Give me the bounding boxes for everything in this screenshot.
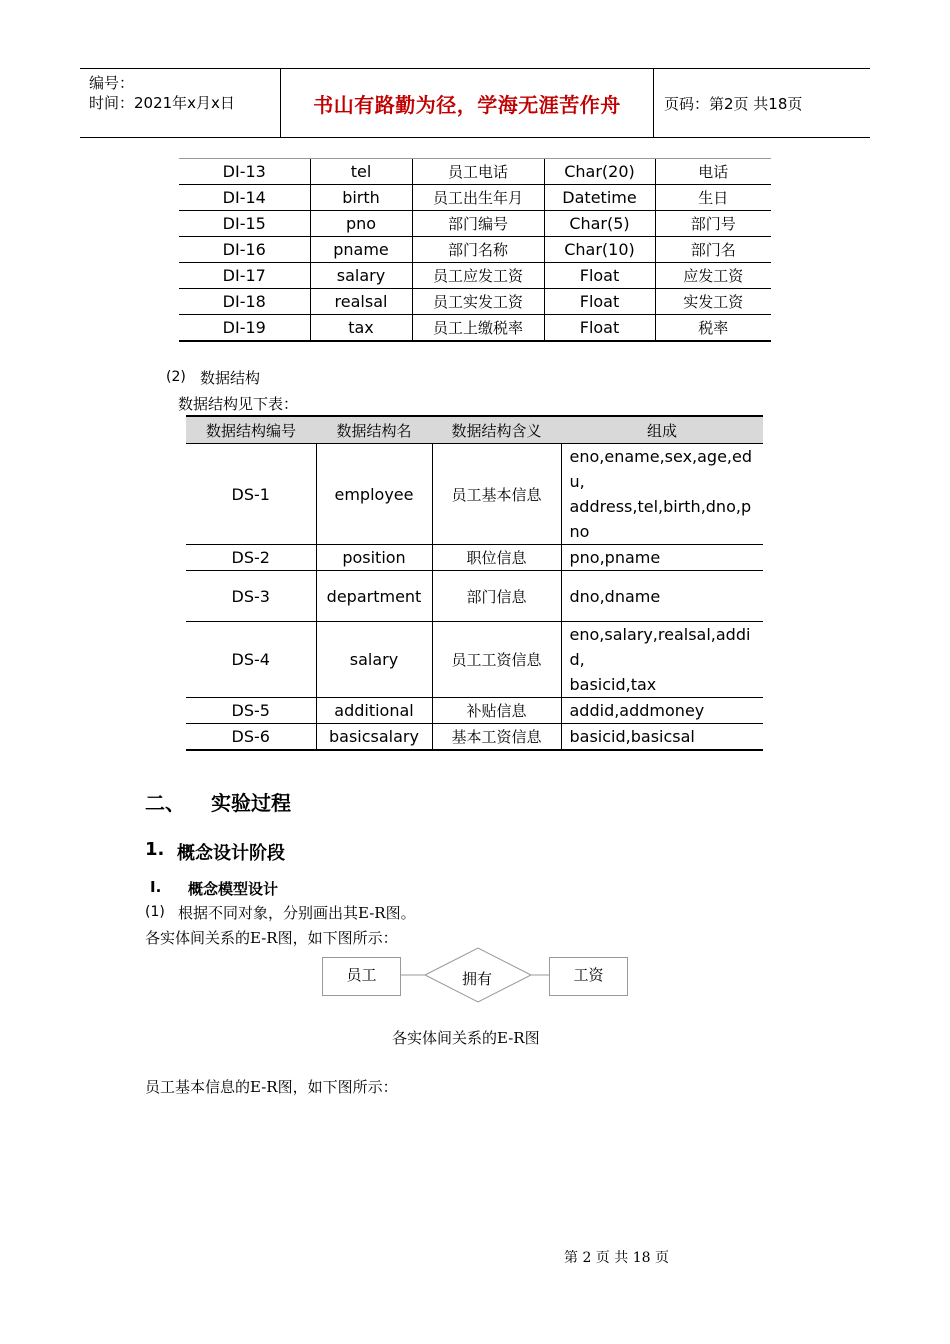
- table-row: [186, 622, 763, 698]
- er-caption: 各实体间关系的E-R图: [392, 1029, 540, 1047]
- table-cell: eno,salary,realsal,addid, basicid,tax: [561, 622, 763, 698]
- table-cell: pname: [310, 237, 412, 263]
- table-cell: Datetime: [544, 185, 655, 211]
- column-header: 组成: [561, 416, 763, 444]
- table-cell: additional: [316, 698, 432, 724]
- table-cell: 基本工资信息: [432, 724, 561, 751]
- table-cell: birth: [310, 185, 412, 211]
- table-cell: tax: [310, 315, 412, 342]
- table-cell: 部门编号: [412, 211, 544, 237]
- table-cell: DI-14: [179, 185, 310, 211]
- section2-num: 二、: [145, 791, 185, 815]
- table-cell: 员工应发工资: [412, 263, 544, 289]
- table-row: [179, 263, 771, 289]
- relationship-label: 拥有: [462, 970, 493, 988]
- section-ds-title: 数据结构: [200, 369, 261, 387]
- table-row: [186, 444, 763, 545]
- er-intro-text: 各实体间关系的E-R图，如下图所示：: [145, 929, 398, 947]
- table-row: [186, 571, 763, 622]
- table-cell: 部门信息: [432, 571, 561, 622]
- table-cell: 员工工资信息: [432, 622, 561, 698]
- header-motto: 书山有路勤为径，学海无涯苦作舟: [313, 92, 621, 117]
- table-cell: pno,pname: [561, 545, 763, 571]
- table-cell: salary: [310, 263, 412, 289]
- table-cell: 电话: [655, 159, 771, 185]
- table-cell: realsal: [310, 289, 412, 315]
- number-label: 编号：: [89, 74, 135, 92]
- sub1-num: 1.: [145, 839, 165, 860]
- section-ds-num: (2): [166, 369, 186, 385]
- table-cell: DS-3: [186, 571, 316, 622]
- table-cell: addid,addmoney: [561, 698, 763, 724]
- page-header: [80, 68, 870, 138]
- table-cell: Float: [544, 315, 655, 342]
- header-motto-cell: [281, 69, 654, 137]
- entity-employee: [322, 957, 401, 996]
- table-cell: DI-19: [179, 315, 310, 342]
- table-row: [179, 315, 771, 342]
- table-cell: basicid,basicsal: [561, 724, 763, 751]
- table-cell: DS-5: [186, 698, 316, 724]
- table-cell: Char(20): [544, 159, 655, 185]
- table-cell: Char(10): [544, 237, 655, 263]
- table-row: [179, 237, 771, 263]
- column-header: 数据结构编号: [186, 416, 316, 444]
- table-cell: 员工出生年月: [412, 185, 544, 211]
- column-header: 数据结构名: [316, 416, 432, 444]
- table-cell: 部门名: [655, 237, 771, 263]
- table-row: [179, 159, 771, 185]
- table-cell: pno: [310, 211, 412, 237]
- table-cell: eno,ename,sex,age,edu, address,tel,birth,dno,pno: [561, 444, 763, 545]
- table-cell: 补贴信息: [432, 698, 561, 724]
- table-row: [186, 724, 763, 751]
- item1-text: 根据不同对象，分别画出其E-R图。: [178, 904, 416, 922]
- sub2-title: 概念模型设计: [188, 880, 279, 898]
- table-cell: basicsalary: [316, 724, 432, 751]
- table-cell: 职位信息: [432, 545, 561, 571]
- table-cell: tel: [310, 159, 412, 185]
- table-cell: DS-1: [186, 444, 316, 545]
- table-cell: Float: [544, 263, 655, 289]
- entity-salary: [549, 957, 628, 996]
- table-cell: 税率: [655, 315, 771, 342]
- table-cell: 部门号: [655, 211, 771, 237]
- section-ds-intro: 数据结构见下表：: [178, 395, 299, 413]
- data-structures-table: [186, 415, 763, 751]
- table-cell: employee: [316, 444, 432, 545]
- table-cell: 实发工资: [655, 289, 771, 315]
- table-cell: salary: [316, 622, 432, 698]
- table-cell: DI-16: [179, 237, 310, 263]
- header-meta: [80, 69, 281, 137]
- entity-salary-label: 工资: [573, 966, 604, 984]
- table-row: [186, 698, 763, 724]
- table-cell: DI-18: [179, 289, 310, 315]
- employee-er-intro: 员工基本信息的E-R图，如下图所示：: [145, 1078, 398, 1096]
- entity-employee-label: 员工: [346, 966, 377, 984]
- table-row: [186, 545, 763, 571]
- table-cell: department: [316, 571, 432, 622]
- section2-title: 实验过程: [211, 791, 291, 815]
- table-cell: DI-15: [179, 211, 310, 237]
- data-items-table: [179, 158, 771, 342]
- page-info: 页码：第2页 共18页: [664, 94, 803, 113]
- table-cell: 部门名称: [412, 237, 544, 263]
- table-cell: dno,dname: [561, 571, 763, 622]
- table-cell: Char(5): [544, 211, 655, 237]
- table-cell: DI-13: [179, 159, 310, 185]
- header-page-cell: [654, 69, 870, 137]
- table-cell: 员工实发工资: [412, 289, 544, 315]
- table-cell: 员工电话: [412, 159, 544, 185]
- page-footer: 第 2 页 共 18 页: [564, 1250, 669, 1266]
- table-cell: 生日: [655, 185, 771, 211]
- table-cell: 员工上缴税率: [412, 315, 544, 342]
- table-cell: DI-17: [179, 263, 310, 289]
- table-cell: DS-4: [186, 622, 316, 698]
- table-row: [179, 211, 771, 237]
- table-cell: 员工基本信息: [432, 444, 561, 545]
- table-cell: Float: [544, 289, 655, 315]
- sub1-title: 概念设计阶段: [177, 843, 285, 864]
- time-label: 时间：2021年x月x日: [89, 94, 235, 112]
- table-cell: position: [316, 545, 432, 571]
- table-row: [179, 185, 771, 211]
- table-cell: 应发工资: [655, 263, 771, 289]
- column-header: 数据结构含义: [432, 416, 561, 444]
- sub2-num: I.: [150, 878, 162, 896]
- table-cell: DS-2: [186, 545, 316, 571]
- table-cell: DS-6: [186, 724, 316, 751]
- table-header-row: [186, 416, 763, 444]
- table-row: [179, 289, 771, 315]
- item1-num: (1): [145, 904, 165, 920]
